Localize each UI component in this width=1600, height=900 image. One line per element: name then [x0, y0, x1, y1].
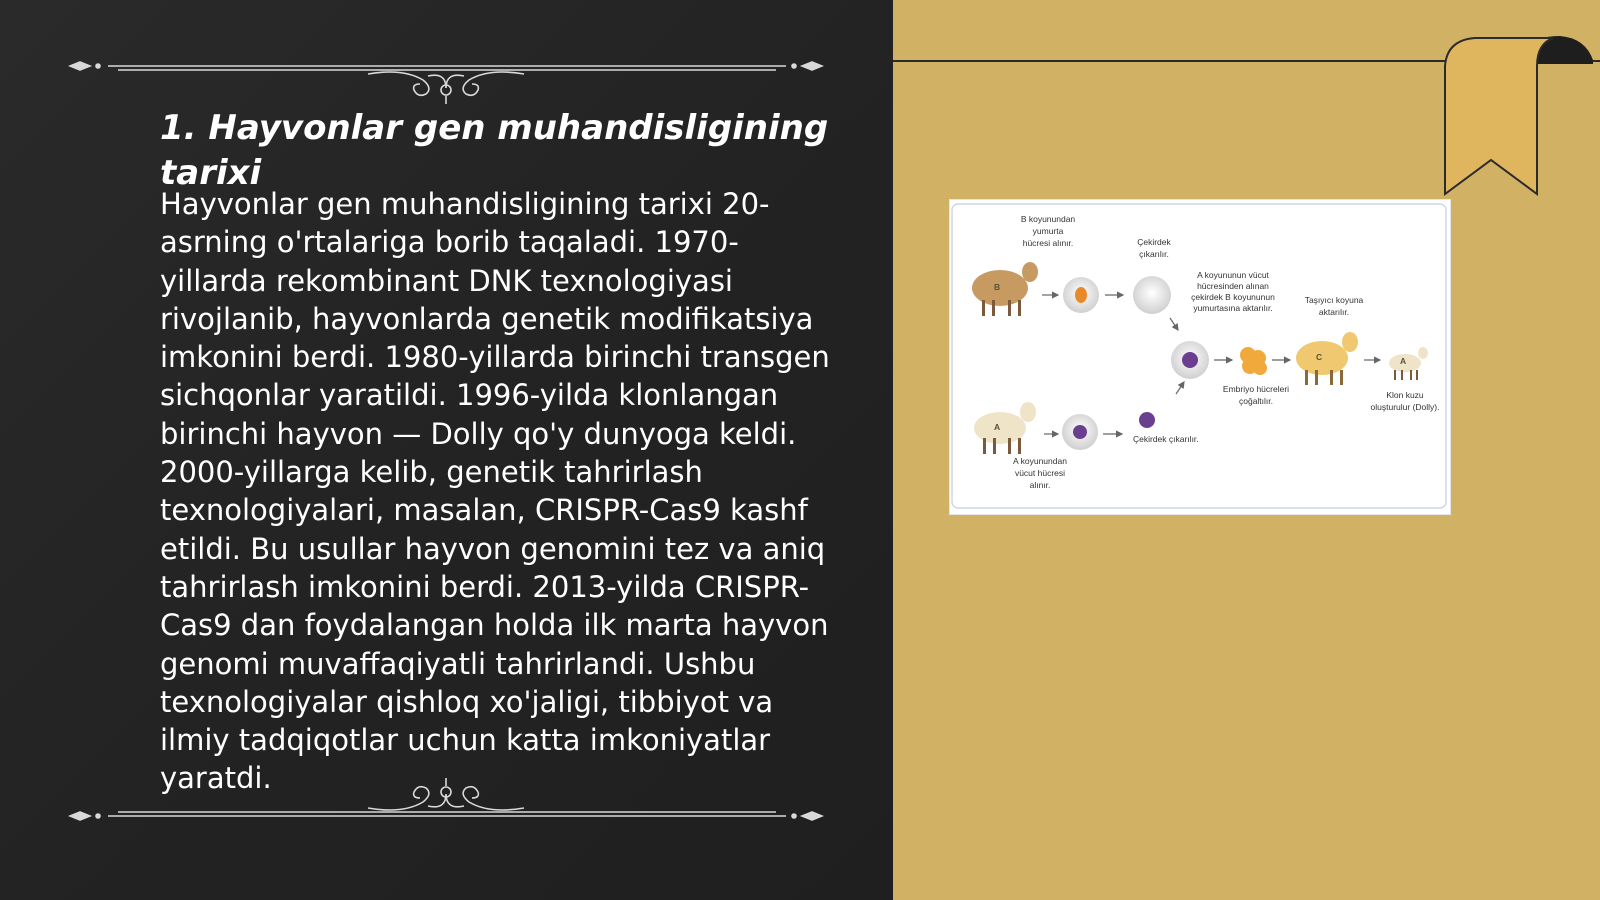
enucleated-egg-icon: [1133, 276, 1171, 314]
svg-text:C: C: [1316, 352, 1323, 362]
sheep-b-icon: [972, 262, 1038, 316]
lamb-icon: [1389, 347, 1428, 380]
svg-text:A: A: [1400, 356, 1407, 366]
svg-text:Çekirdek çıkarılır.: Çekirdek çıkarılır.: [1133, 434, 1199, 444]
svg-text:Klon kuzuoluşturulur (Dolly).: Klon kuzu oluşturulur (Dolly).: [1370, 390, 1440, 412]
cloning-diagram: [950, 200, 1450, 514]
svg-text:A koyunundanvücut hücresialını: A koyunundan vücut hücresi alınır.: [1013, 456, 1067, 490]
sheep-c-icon: [1296, 332, 1358, 385]
body-cell-icon: [1062, 414, 1098, 450]
sheep-a-icon: [974, 402, 1036, 454]
fused-cell-icon: [1171, 341, 1209, 379]
svg-text:Taşıyıcı koyunaaktarılır.: Taşıyıcı koyuna aktarılır.: [1304, 295, 1364, 317]
svg-text:A koyununun vücuthücresinden a: A koyununun vücut hücresinden alınan çekirdek B koyununun yumurtasına aktarılır.: [1191, 270, 1275, 313]
svg-text:B: B: [994, 282, 1001, 292]
bookmark-icon: [1435, 36, 1595, 196]
top-ornament-divider: [68, 54, 824, 104]
svg-text:Çekirdekçıkarılır.: Çekirdek çıkarılır.: [1137, 237, 1171, 259]
slide-body-text: Hayvonlar gen muhandisligining tarixi 20-asrning o'rtalariga borib taqaladi. 1970-yillarda rekombinant DNK texnologiyasi rivojlanib, hayvonlarda genetik modifikatsiya imkonini berdi. 1980-yillarda birinchi transgen sichqonlar yaratildi. 1996-yilda klonlangan birinchi hayvon — Dolly qo'y dunyoga keldi. 2000-yillarga kelib, genetik tahrirlash texnologiyalari, masalan, CRISPR-Cas9 kashf etildi. Bu usullar hayvon genomini tez va aniq tahrirlash imkonini berdi. 2013-yilda CRISPR-Cas9 dan foydalangan holda ilk marta hayvon genomi muvaffaqiyatli tahrirlandi. Ushbu texnologiyalar qishloq xo'jaligi, tibbiyot va ilmiy tadqiqotlar uchun katta imkoniyatlar yaratdi.: [160, 187, 830, 796]
slide-title: 1. Hayvonlar gen muhandisligining tarixi: [160, 108, 829, 193]
nucleus-icon: [1139, 412, 1155, 428]
bottom-ornament-divider: [68, 778, 824, 828]
embryo-icon: [1240, 347, 1267, 375]
egg-cell-icon: [1063, 277, 1099, 313]
svg-text:B koyunundanyumurtahücresi alı: B koyunundan yumurta hücresi alınır.: [1020, 214, 1076, 248]
svg-text:Embriyo hücreleriçoğaltılır.: Embriyo hücreleri çoğaltılır.: [1222, 384, 1290, 406]
svg-text:A: A: [994, 422, 1001, 432]
